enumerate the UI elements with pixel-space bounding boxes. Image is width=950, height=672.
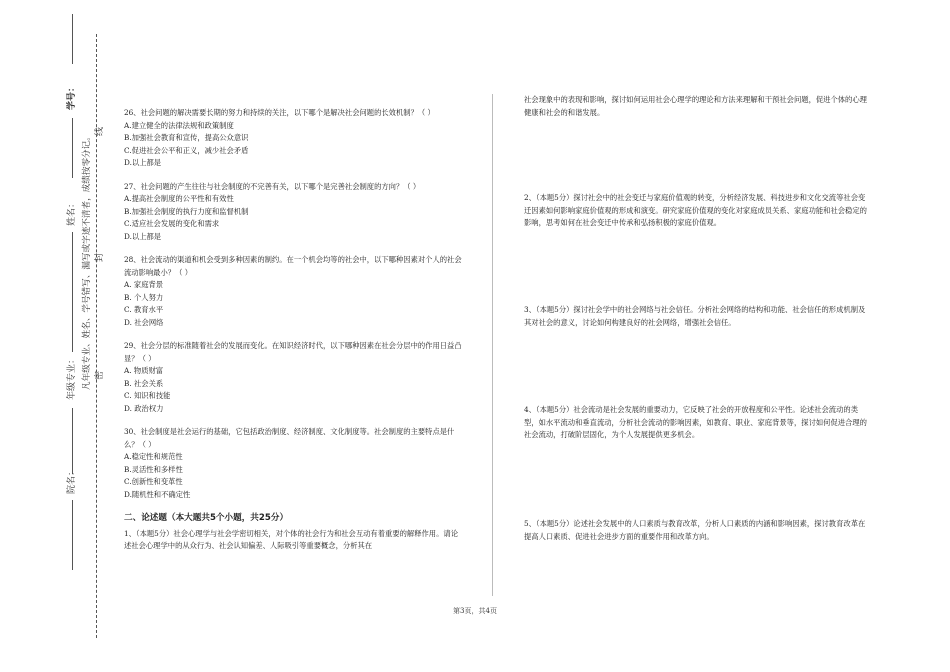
option-b: B.加强社会教育和宣传，提高公众意识: [124, 133, 249, 142]
option-d: D. 社会网络: [124, 317, 164, 327]
option-b: B. 个人努力: [124, 292, 164, 302]
school-line: [72, 500, 73, 570]
question-27: [124, 181, 464, 244]
option-b: B.加强社会制度的执行力度和监督机制: [124, 206, 249, 216]
question-stem: 28、社会流动的渠道和机会受到多种因素的制约。在一个机会均等的社会中，以下哪种因素对个人的社会流动影响最小？（ ）: [124, 255, 462, 277]
seal-mark-xian: 线: [95, 126, 105, 136]
question-30: [124, 426, 464, 501]
seal-line-top: [72, 14, 73, 64]
option-c: C. 教育水平: [124, 305, 164, 314]
essay-question-3: 3、（本题5分）探讨社会学中的社会网络与社会信任。分析社会网络的结构和功能、社会信任的形成机制及其对社会的意义，讨论如何构建良好的社会网络，增强社会信任。: [524, 305, 866, 327]
seal-mark-feng: 封: [95, 252, 105, 262]
question-26: [124, 107, 464, 170]
option-a: A. 家庭背景: [124, 280, 164, 289]
grade-line: [72, 408, 73, 474]
seal-mark-mi: 密: [95, 370, 105, 380]
question-28: [124, 254, 464, 329]
name-line: [72, 232, 73, 352]
exam-id-line: [72, 118, 73, 178]
name-label: 姓名：: [67, 198, 77, 226]
section-title: 二、论述题（本大题共5个小题，共25分）: [124, 513, 289, 523]
left-column: [124, 107, 464, 553]
option-a: A. 物质财富: [124, 366, 164, 375]
question-stem: 27、社会问题的产生往往与社会制度的不完善有关，以下哪个是完善社会制度的方向？（ ）: [124, 181, 421, 191]
question-stem: 26、社会问题的解决需要长期的努力和持续的关注，以下哪个是解决社会问题的长效机制？（ ）: [124, 108, 435, 117]
option-d: D. 政治权力: [124, 403, 164, 413]
essay-question-4: 4、（本题5分）社会流动是社会发展的重要动力，它反映了社会的开放程度和公平性。论述社会流动的类型，如水平流动和垂直流动，分析社会流动的影响因素，如教育、职业、家庭背景等，探讨如何促进合理的社会流动，打破阶层固化，为个人发展提供更多机会。: [524, 405, 867, 439]
option-a: A.建立健全的法律法规和政策制度: [124, 120, 234, 130]
column-divider: [492, 94, 493, 596]
binding-warning: 凡年级专业、姓名、学号错写、漏写或字迹不清者，成绩按零分记。: [82, 132, 92, 390]
essay-question-2: 2、（本题5分）探讨社会中的社会变迁与家庭价值观的转变，分析经济发展、科技进步和文化交流等社会变迁因素如何影响家庭价值观的形成和演变。研究家庭价值观的变化对家庭成员关系、家庭功能和社会稳定的影响，思考如何在社会变迁中传承和弘扬积极的家庭价值观。: [524, 193, 867, 227]
question-stem: 30、社会制度是社会运行的基础，它包括政治制度、经济制度、文化制度等。社会制度的主要特点是什么？（ ）: [124, 427, 455, 449]
essay-1-continuation: 社会现象中的表现和影响，探讨如何运用社会心理学的理论和方法来理解和干预社会问题，促进个体的心理健康和社会的和谐发展。: [524, 95, 867, 117]
option-c: C. 知识和技能: [124, 391, 171, 400]
option-c: C.促进社会公平和正义，减少社会矛盾: [124, 145, 249, 155]
option-b: B.灵活性和多样性: [124, 464, 183, 474]
option-a: A.提高社会制度的公平性和有效性: [124, 194, 234, 203]
question-stem: 29、社会分层的标准随着社会的发展而变化。在知识经济时代，以下哪种因素在社会分层中的作用日益凸显？（ ）: [124, 341, 462, 363]
option-d: D.以上都是: [124, 158, 162, 167]
option-d: D.以上都是: [124, 231, 162, 241]
option-c: C.创新性和变革性: [124, 477, 183, 486]
school-label: 院名：: [67, 466, 77, 494]
question-29: [124, 340, 464, 415]
essay-question-5: 5、（本题5分）论述社会发展中的人口素质与教育改革，分析人口素质的内涵和影响因素，探讨教育改革在提高人口素质、促进社会进步方面的重要作用和改革方向。: [524, 519, 866, 541]
grade-label: 年级专业：: [67, 354, 77, 400]
exam-id-label: 学号：: [67, 82, 77, 110]
option-a: A.稳定性和规范性: [124, 452, 183, 461]
option-d: D.随机性和不确定性: [124, 489, 191, 499]
option-b: B. 社会关系: [124, 378, 164, 388]
option-c: C.适应社会发展的变化和需求: [124, 219, 220, 228]
binding-margin: [0, 0, 110, 672]
essay-question-1: 1、（本题5分）社会心理学与社会学密切相关，对个体的社会行为和社会互动有着重要的解释作用。请论述社会心理学中的从众行为、社会认知偏差、人际吸引等重要概念，分析其在: [124, 528, 458, 550]
page-number: 第3页，共4页: [453, 607, 497, 615]
seal-dashed-line: [96, 34, 97, 638]
